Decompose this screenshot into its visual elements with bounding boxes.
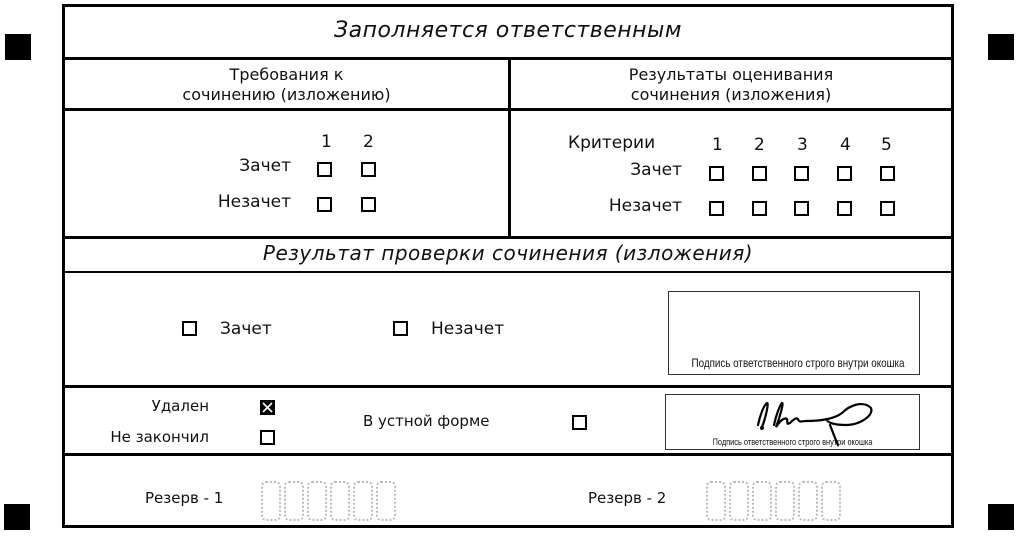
divider	[65, 108, 951, 111]
crit-fail-2-checkbox[interactable]	[752, 201, 767, 216]
oral-label: В устной форме	[363, 412, 490, 430]
req-row-label-fail: Незачет	[217, 192, 291, 212]
check-result-title: Результат проверки сочинения (изложения)	[262, 241, 754, 265]
divider	[65, 236, 951, 239]
reserve-1-cell[interactable]	[330, 481, 350, 521]
crit-col-2: 2	[754, 135, 765, 155]
reserve-1-cells[interactable]	[261, 481, 399, 521]
reserve-2-label: Резерв - 2	[588, 489, 667, 507]
reserve-2-cell[interactable]	[729, 481, 749, 521]
reserve-2-cell[interactable]	[775, 481, 795, 521]
signature-caption: Подпись ответственного строго внутри окошка	[691, 356, 905, 370]
req-col-1: 1	[321, 132, 332, 152]
signature-box-result[interactable]	[668, 291, 920, 375]
crit-col-5: 5	[881, 135, 892, 155]
result-fail-label: Незачет	[431, 319, 505, 339]
crit-pass-4-checkbox[interactable]	[837, 166, 852, 181]
crit-fail-4-checkbox[interactable]	[837, 201, 852, 216]
signature-caption: Подпись ответственного строго внутри окошка	[712, 437, 873, 447]
crit-pass-5-checkbox[interactable]	[880, 166, 895, 181]
divider	[65, 385, 951, 388]
oral-checkbox[interactable]	[572, 415, 587, 430]
req-fail-1-checkbox[interactable]	[317, 197, 332, 212]
req-pass-1-checkbox[interactable]	[317, 162, 332, 177]
crit-pass-1-checkbox[interactable]	[709, 166, 724, 181]
crit-pass-3-checkbox[interactable]	[794, 166, 809, 181]
req-fail-2-checkbox[interactable]	[361, 197, 376, 212]
unfinished-label: Не закончил	[110, 428, 209, 446]
reserve-1-label: Резерв - 1	[145, 489, 224, 507]
crit-col-1: 1	[712, 135, 723, 155]
corner-marker-bottom-right	[988, 504, 1014, 530]
crit-col-3: 3	[797, 135, 808, 155]
divider	[65, 453, 951, 456]
corner-marker-top-right	[988, 34, 1014, 60]
requirements-heading: Требования к сочинению (изложению)	[182, 65, 391, 104]
req-pass-2-checkbox[interactable]	[361, 162, 376, 177]
signature-box-status[interactable]	[665, 394, 920, 450]
reserve-1-cell[interactable]	[376, 481, 396, 521]
crit-fail-5-checkbox[interactable]	[880, 201, 895, 216]
result-pass-label: Зачет	[220, 319, 272, 339]
cross-mark-icon	[262, 402, 273, 413]
req-col-2: 2	[363, 132, 374, 152]
removed-checkbox[interactable]	[260, 400, 275, 415]
result-fail-checkbox[interactable]	[393, 321, 408, 336]
crit-fail-3-checkbox[interactable]	[794, 201, 809, 216]
results-heading: Результаты оценивания сочинения (изложения)	[628, 65, 834, 104]
criteria-label: Критерии	[568, 133, 656, 153]
removed-label: Удален	[151, 397, 209, 415]
req-row-label-pass: Зачет	[239, 156, 291, 176]
form-title: Заполняется ответственным	[333, 18, 683, 43]
reserve-2-cell[interactable]	[821, 481, 841, 521]
crit-fail-1-checkbox[interactable]	[709, 201, 724, 216]
divider	[65, 271, 951, 273]
crit-row-label-fail: Незачет	[608, 196, 682, 216]
reserve-2-cells[interactable]	[706, 481, 844, 521]
crit-col-4: 4	[840, 135, 851, 155]
responsible-form	[62, 4, 954, 528]
corner-marker-top-left	[5, 34, 31, 60]
reserve-1-cell[interactable]	[353, 481, 373, 521]
crit-row-label-pass: Зачет	[630, 160, 682, 180]
form-header	[65, 7, 951, 57]
unfinished-checkbox[interactable]	[260, 430, 275, 445]
reserve-1-cell[interactable]	[261, 481, 281, 521]
reserve-2-cell[interactable]	[752, 481, 772, 521]
reserve-2-cell[interactable]	[706, 481, 726, 521]
corner-marker-bottom-left	[4, 504, 30, 530]
crit-pass-2-checkbox[interactable]	[752, 166, 767, 181]
reserve-1-cell[interactable]	[307, 481, 327, 521]
result-pass-checkbox[interactable]	[182, 321, 197, 336]
reserve-1-cell[interactable]	[284, 481, 304, 521]
reserve-2-cell[interactable]	[798, 481, 818, 521]
